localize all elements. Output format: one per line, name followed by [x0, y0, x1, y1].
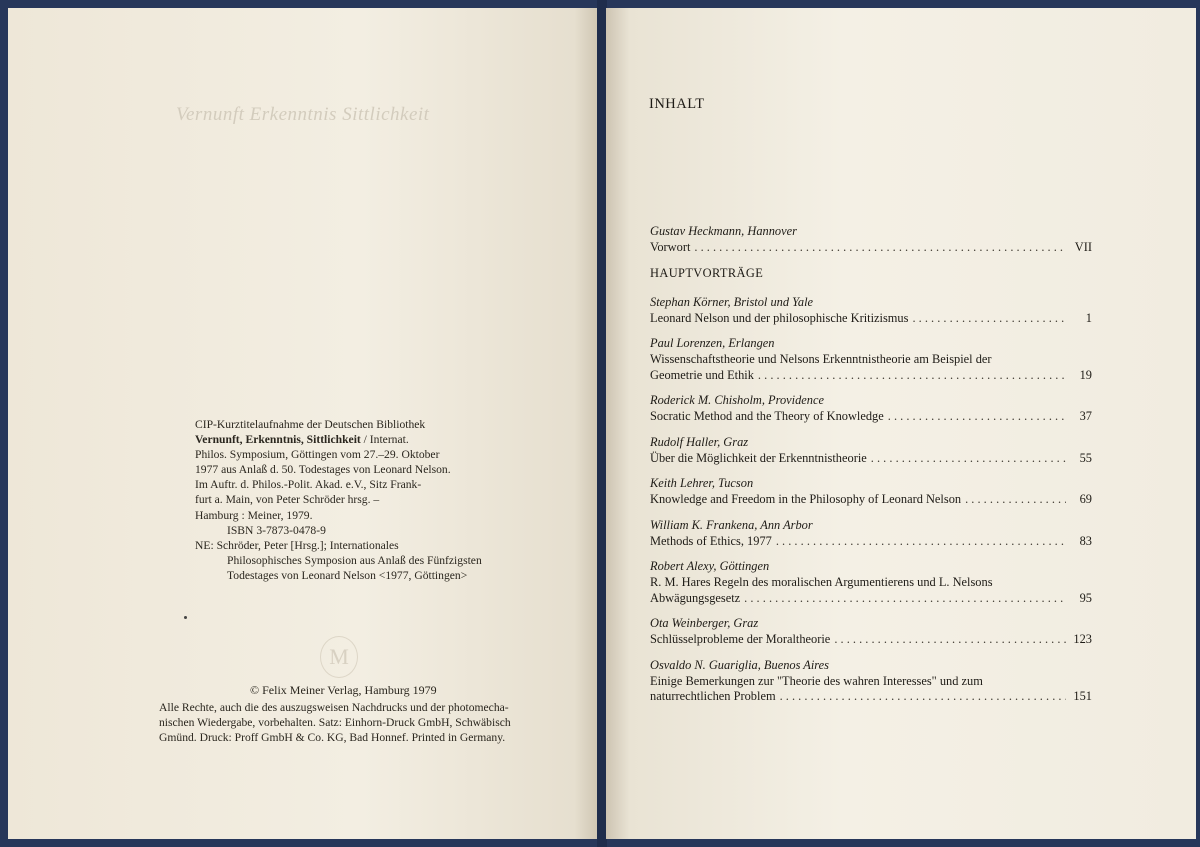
toc-title: Geometrie und Ethik — [650, 367, 754, 382]
cip-ne-line: Todestages von Leonard Nelson <1977, Göttingen> — [227, 568, 468, 582]
publisher-monogram-emblem: M — [320, 636, 358, 678]
toc-line — [650, 368, 1092, 384]
cip-line: 1977 aus Anlaß d. 50. Todestages von Leonard Nelson. — [195, 463, 451, 477]
toc-line — [650, 240, 1092, 256]
toc-line — [650, 689, 1092, 705]
toc-author: Stephan Körner, Bristol und Yale — [650, 294, 814, 309]
toc-entry — [650, 616, 1092, 648]
toc-author: Gustav Heckmann, Hannover — [650, 224, 797, 238]
toc-page-number: VII — [1074, 240, 1092, 254]
toc-entry — [650, 518, 1092, 550]
toc-entry — [650, 393, 1092, 425]
cip-ne-line: NE: Schröder, Peter [Hrsg.]; Internationales — [195, 538, 399, 552]
cip-title: Vernunft, Erkenntnis, Sittlichkeit — [195, 433, 361, 447]
toc-author: Paul Lorenzen, Erlangen — [650, 336, 775, 350]
cip-isbn: ISBN 3-7873-0478-9 — [227, 523, 326, 537]
toc-line — [650, 409, 1092, 425]
toc-page-number: 123 — [1073, 632, 1092, 646]
leader-dots — [758, 368, 1066, 384]
leader-dots — [912, 311, 1066, 327]
toc-page-number: 95 — [1079, 590, 1092, 605]
toc-entry — [650, 476, 1092, 508]
toc-line — [650, 492, 1092, 508]
toc-page-number: 69 — [1079, 492, 1092, 506]
toc-page-number: 37 — [1079, 409, 1092, 423]
toc-author: Rudolf Haller, Graz — [650, 434, 749, 449]
toc-line — [650, 591, 1092, 607]
toc-title: Socratic Method and the Theory of Knowledge — [650, 409, 884, 423]
toc-page-number: 1 — [1085, 310, 1092, 325]
toc-title: Knowledge and Freedom in the Philosophy of Leonard Nelson — [650, 492, 962, 506]
toc-title-line: Wissenschaftstheorie und Nelsons Erkenntnistheorie am Beispiel der — [650, 352, 992, 366]
cip-heading: CIP-Kurztitelaufnahme der Deutschen Bibliothek — [195, 418, 426, 431]
rights-line: Gmünd. Druck: Proff GmbH & Co. KG, Bad Honnef. Printed in Germany. — [159, 731, 506, 744]
toc-line — [650, 632, 1092, 648]
rights-line: Alle Rechte, auch die des auszugsweisen Nachdrucks und der photomecha- — [159, 701, 509, 714]
cip-line: Philos. Symposium, Göttingen vom 27.–29. Oktober — [195, 448, 440, 462]
cip-line: Hamburg : Meiner, 1979. — [195, 508, 313, 522]
toc-title: Vorwort — [650, 240, 691, 254]
toc-entry-preface — [650, 224, 1092, 256]
toc-line — [650, 451, 1092, 467]
toc-author: Keith Lehrer, Tucson — [650, 476, 754, 490]
toc-author: Osvaldo N. Guariglia, Buenos Aires — [650, 657, 829, 672]
toc-title: naturrechtlichen Problem — [650, 689, 776, 703]
leader-dots — [871, 451, 1066, 467]
toc-line — [650, 311, 1092, 327]
toc-entry — [650, 658, 1092, 705]
toc-line — [650, 534, 1092, 550]
toc-title: Über die Möglichkeit der Erkenntnistheorie — [650, 450, 867, 465]
toc-entry — [650, 559, 1092, 606]
toc-author: William K. Frankena, Ann Arbor — [650, 517, 813, 532]
leader-dots — [834, 632, 1066, 648]
toc-entry-list — [650, 295, 1092, 705]
rights-notice — [159, 700, 539, 745]
toc-title: Leonard Nelson und der philosophische Kritizismus — [650, 310, 909, 325]
leader-dots — [888, 409, 1066, 425]
cip-title-suffix: / Internat. — [360, 433, 409, 447]
toc-entry — [650, 435, 1092, 467]
copyright-notice: © Felix Meiner Verlag, Hamburg 1979 — [250, 683, 437, 697]
contents-heading: INHALT — [649, 96, 705, 112]
leader-dots — [694, 240, 1066, 256]
toc-title: Methods of Ethics, 1977 — [650, 533, 772, 548]
toc-entry — [650, 295, 1092, 327]
section-heading: HAUPTVORTRÄGE — [650, 265, 764, 280]
rights-line: nischen Wiedergabe, vorbehalten. Satz: Einhorn-Druck GmbH, Schwäbisch — [159, 716, 511, 729]
toc-entry — [650, 336, 1092, 383]
toc-page-number: 151 — [1073, 689, 1092, 703]
leader-dots — [780, 689, 1066, 705]
cip-line: Im Auftr. d. Philos.-Polit. Akad. e.V., Sitz Frank- — [195, 478, 422, 492]
toc-title: Abwägungsgesetz — [650, 590, 741, 605]
cip-title-line — [195, 432, 515, 447]
toc-title-line: R. M. Hares Regeln des moralischen Argumentierens und L. Nelsons — [650, 575, 993, 589]
print-mark — [184, 616, 187, 619]
toc-page-number: 19 — [1079, 367, 1092, 382]
toc-author: Roderick M. Chisholm, Providence — [650, 393, 824, 407]
cip-record — [195, 417, 515, 583]
toc-title: Schlüsselprobleme der Moraltheorie — [650, 632, 831, 646]
cip-line: furt a. Main, von Peter Schröder hrsg. – — [195, 493, 380, 507]
toc-page-number: 83 — [1079, 533, 1092, 548]
cip-ne-line: Philosophisches Symposion aus Anlaß des Fünfzigsten — [227, 553, 482, 567]
table-of-contents — [650, 224, 1092, 715]
leader-dots — [744, 591, 1066, 607]
toc-title-line: Einige Bemerkungen zur "Theorie des wahren Interesses" und zum — [650, 673, 983, 688]
show-through-title: Vernunft Erkenntnis Sittlichkeit — [176, 104, 430, 125]
toc-author: Robert Alexy, Göttingen — [650, 559, 770, 573]
toc-page-number: 55 — [1079, 450, 1092, 465]
toc-author: Ota Weinberger, Graz — [650, 616, 759, 630]
leader-dots — [776, 534, 1066, 550]
leader-dots — [965, 492, 1066, 508]
